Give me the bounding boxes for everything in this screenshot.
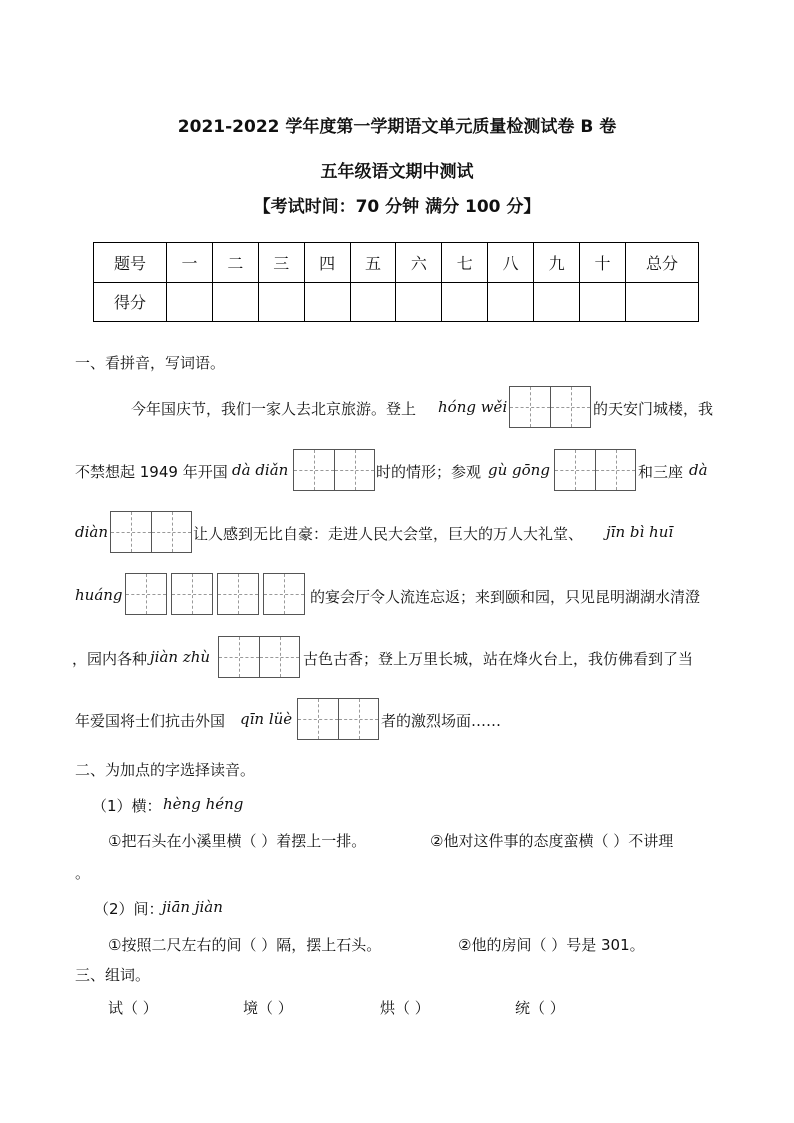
tianzige-box[interactable] bbox=[110, 511, 192, 553]
question-item[interactable]: ②他对这件事的态度蛮横（ ）不讲理 bbox=[430, 832, 674, 850]
tianzige-box[interactable] bbox=[217, 573, 259, 615]
tianzige-box[interactable] bbox=[293, 449, 375, 491]
section3-heading: 三、组词。 bbox=[75, 966, 151, 984]
score-cell[interactable] bbox=[350, 282, 396, 322]
question-punct: 。 bbox=[75, 864, 91, 882]
exam-info: 【考试时间：70 分钟 满分 100 分】 bbox=[253, 197, 541, 217]
passage-text: 古色古香；登上万里长城，站在烽火台上，我仿佛看到了当 bbox=[303, 650, 694, 668]
row-label-cell: 得分 bbox=[94, 282, 167, 322]
tianzige-box[interactable] bbox=[171, 573, 213, 615]
score-table-score-row bbox=[94, 282, 699, 322]
score-cell[interactable] bbox=[167, 282, 213, 322]
writing-cell[interactable] bbox=[126, 574, 166, 614]
writing-cell[interactable] bbox=[550, 387, 590, 427]
writing-cell[interactable] bbox=[219, 637, 259, 677]
section2-heading: 二、为加点的字选择读音。 bbox=[75, 761, 256, 779]
pinyin-label: huáng bbox=[75, 586, 123, 604]
pinyin-label: gù gōng bbox=[488, 461, 550, 479]
pinyin-label: dà bbox=[689, 461, 708, 479]
tianzige-box[interactable] bbox=[509, 386, 591, 428]
pinyin-options: jiān jiàn bbox=[162, 898, 223, 916]
tianzige-box[interactable] bbox=[554, 449, 636, 491]
writing-cell[interactable] bbox=[294, 450, 334, 490]
tianzige-box[interactable] bbox=[297, 698, 379, 740]
writing-cell[interactable] bbox=[172, 574, 212, 614]
word-item[interactable]: 统（ ） bbox=[515, 999, 565, 1017]
word-item[interactable]: 试（ ） bbox=[108, 999, 158, 1017]
passage-text: 的天安门城楼，我 bbox=[593, 400, 714, 418]
writing-cell[interactable] bbox=[111, 512, 151, 552]
total-label-cell: 总分 bbox=[626, 243, 699, 283]
pinyin-label: dà diǎn bbox=[232, 461, 289, 479]
writing-cell[interactable] bbox=[595, 450, 635, 490]
column-cell: 三 bbox=[258, 243, 304, 283]
pinyin-label: hóng wěi bbox=[438, 398, 508, 416]
writing-cell[interactable] bbox=[264, 574, 304, 614]
writing-cell[interactable] bbox=[334, 450, 374, 490]
column-cell: 四 bbox=[304, 243, 350, 283]
header-label-cell: 题号 bbox=[94, 243, 167, 283]
question-label: （1）横： bbox=[92, 797, 162, 815]
passage-text: 不禁想起 1949 年开国 bbox=[75, 463, 228, 481]
writing-cell[interactable] bbox=[218, 574, 258, 614]
column-cell: 一 bbox=[167, 243, 213, 283]
column-cell: 六 bbox=[396, 243, 442, 283]
passage-text: 今年国庆节，我们一家人去北京旅游。登上 bbox=[131, 400, 417, 418]
question-item[interactable]: ①按照二尺左右的间（ ）隔，摆上石头。 bbox=[108, 936, 382, 954]
passage-text: 和三座 bbox=[638, 463, 684, 481]
total-score-cell[interactable] bbox=[626, 282, 699, 322]
score-cell[interactable] bbox=[488, 282, 534, 322]
writing-cell[interactable] bbox=[259, 637, 299, 677]
writing-cell[interactable] bbox=[298, 699, 338, 739]
word-item[interactable]: 烘（ ） bbox=[380, 999, 430, 1017]
passage-text: ，园内各种 bbox=[72, 650, 148, 668]
exam-title: 2021-2022 学年度第一学期语文单元质量检测试卷 B 卷 bbox=[177, 117, 617, 137]
score-cell[interactable] bbox=[304, 282, 350, 322]
word-item[interactable]: 境（ ） bbox=[243, 999, 293, 1017]
pinyin-options: hèng héng bbox=[163, 795, 244, 813]
writing-cell[interactable] bbox=[338, 699, 378, 739]
passage-text: 的宴会厅令人流连忘返；来到颐和园，只见昆明湖湖水清澄 bbox=[310, 588, 701, 606]
writing-cell[interactable] bbox=[510, 387, 550, 427]
column-cell: 十 bbox=[580, 243, 626, 283]
column-cell: 七 bbox=[442, 243, 488, 283]
passage-text: 者的激烈场面…… bbox=[381, 712, 502, 730]
section1-heading: 一、看拼音，写词语。 bbox=[75, 354, 226, 372]
tianzige-box[interactable] bbox=[218, 636, 300, 678]
exam-subtitle: 五年级语文期中测试 bbox=[320, 162, 474, 182]
score-cell[interactable] bbox=[212, 282, 258, 322]
passage-text: 时的情形；参观 bbox=[376, 463, 482, 481]
score-cell[interactable] bbox=[396, 282, 442, 322]
pinyin-label: jiàn zhù bbox=[150, 648, 211, 666]
question-item[interactable]: ②他的房间（ ）号是 301。 bbox=[458, 936, 645, 954]
writing-cell[interactable] bbox=[555, 450, 595, 490]
pinyin-label: diàn bbox=[75, 523, 109, 541]
score-cell[interactable] bbox=[580, 282, 626, 322]
score-cell[interactable] bbox=[534, 282, 580, 322]
tianzige-box[interactable] bbox=[125, 573, 167, 615]
score-table bbox=[93, 242, 699, 322]
column-cell: 九 bbox=[534, 243, 580, 283]
score-cell[interactable] bbox=[442, 282, 488, 322]
passage-text: 让人感到无比自豪：走进人民大会堂，巨大的万人大礼堂、 bbox=[193, 525, 584, 543]
passage-text: 年爱国将士们抗击外国 bbox=[75, 712, 226, 730]
pinyin-label: qīn lüè bbox=[240, 710, 293, 728]
pinyin-label: jīn bì huī bbox=[606, 523, 674, 541]
tianzige-box[interactable] bbox=[263, 573, 305, 615]
score-cell[interactable] bbox=[258, 282, 304, 322]
writing-cell[interactable] bbox=[151, 512, 191, 552]
column-cell: 八 bbox=[488, 243, 534, 283]
column-cell: 五 bbox=[350, 243, 396, 283]
question-label: （2）间： bbox=[94, 900, 164, 918]
score-table-header-row bbox=[94, 243, 699, 283]
column-cell: 二 bbox=[212, 243, 258, 283]
question-item[interactable]: ①把石头在小溪里横（ ）着摆上一排。 bbox=[108, 832, 367, 850]
